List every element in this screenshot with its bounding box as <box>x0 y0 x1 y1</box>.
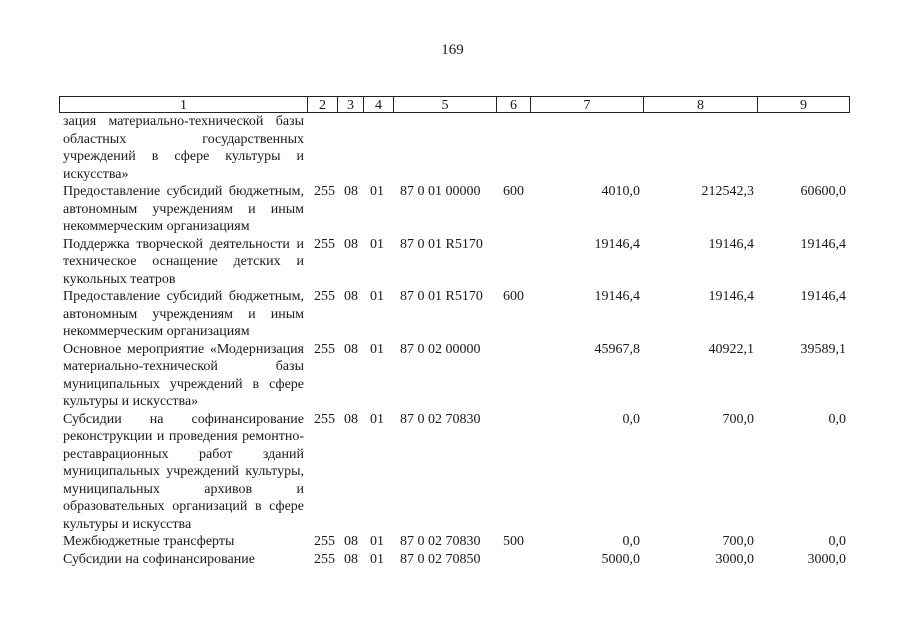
table-row <box>63 341 850 411</box>
table-body <box>63 113 850 568</box>
cell-col-9: 19146,4 <box>800 236 846 252</box>
cell-col-4: 01 <box>370 551 384 567</box>
cell-col-2: 255 <box>314 411 335 427</box>
header-col-2: 2 <box>308 96 338 113</box>
header-col-4: 4 <box>364 96 394 113</box>
cell-col-7: 19146,4 <box>594 236 640 252</box>
table-row <box>63 113 850 183</box>
cell-col-4: 01 <box>370 534 384 549</box>
cell-col-7: 0,0 <box>622 411 640 427</box>
cell-col-4: 01 <box>370 236 384 252</box>
cell-col-4: 01 <box>370 289 384 304</box>
cell-col-5: 87 0 01 R5170 <box>400 236 483 252</box>
row-description: Предоставление субсидий бюджетным, автономным учреждениям и иным некоммерческим организациям <box>63 289 304 339</box>
header-col-8: 8 <box>644 96 758 113</box>
cell-col-9 <box>758 113 850 183</box>
header-col-6: 6 <box>497 96 531 113</box>
cell-col-4: 01 <box>370 411 384 427</box>
header-col-1: 1 <box>59 96 308 113</box>
row-description: Основное мероприятие «Модернизация материально-технической базы муниципальных учреждений в сфере культуры и искусства» <box>63 341 304 409</box>
table-header <box>59 96 850 113</box>
table-row <box>63 288 850 341</box>
header-col-9: 9 <box>758 96 850 113</box>
cell-col-9: 19146,4 <box>800 289 846 304</box>
cell-col-7: 19146,4 <box>594 289 640 304</box>
cell-col-6: 500 <box>503 534 524 549</box>
cell-col-2: 255 <box>314 534 335 549</box>
cell-col-9: 0,0 <box>828 534 846 549</box>
cell-col-6: 600 <box>503 184 524 199</box>
cell-col-6 <box>497 411 531 534</box>
row-description: Межбюджетные трансферты <box>63 534 235 549</box>
cell-col-7: 0,0 <box>622 534 640 549</box>
cell-col-9: 0,0 <box>828 411 846 427</box>
table-row <box>63 411 850 534</box>
cell-col-8: 19146,4 <box>708 236 754 252</box>
page-number: 169 <box>441 42 464 58</box>
row-description: Предоставление субсидий бюджетным, автономным учреждениям и иным некоммерческим организациям <box>63 184 304 234</box>
cell-col-7: 5000,0 <box>601 551 640 567</box>
table-row <box>63 236 850 289</box>
cell-col-6 <box>497 551 531 569</box>
cell-col-2: 255 <box>314 341 335 357</box>
row-description: Субсидии на софинансирование <box>63 551 255 567</box>
cell-col-3: 08 <box>344 289 358 304</box>
cell-col-8 <box>644 113 758 183</box>
cell-col-3: 08 <box>344 411 358 427</box>
cell-col-6 <box>497 236 531 289</box>
cell-col-8: 700,0 <box>722 534 754 549</box>
cell-col-2 <box>308 113 338 183</box>
header-col-7: 7 <box>531 96 644 113</box>
cell-col-3: 08 <box>344 551 358 567</box>
table-row <box>63 533 850 551</box>
cell-col-4 <box>364 113 394 183</box>
cell-col-4: 01 <box>370 184 384 199</box>
cell-col-5: 87 0 02 00000 <box>400 341 481 357</box>
cell-col-8: 3000,0 <box>715 551 754 567</box>
cell-col-3 <box>338 113 364 183</box>
cell-col-3: 08 <box>344 341 358 357</box>
row-description: Поддержка творческой деятельности и техническое оснащение детских и кукольных театров <box>63 236 304 287</box>
cell-col-8: 19146,4 <box>708 289 754 304</box>
cell-col-9: 39589,1 <box>800 341 846 357</box>
header-col-5: 5 <box>394 96 497 113</box>
cell-col-5 <box>394 113 497 183</box>
cell-col-9: 60600,0 <box>800 184 846 199</box>
cell-col-8: 212542,3 <box>701 184 754 199</box>
cell-col-6 <box>497 113 531 183</box>
cell-col-5: 87 0 02 70830 <box>400 534 481 549</box>
cell-col-5: 87 0 01 00000 <box>400 184 481 199</box>
cell-col-4: 01 <box>370 341 384 357</box>
cell-col-7: 45967,8 <box>594 341 640 357</box>
cell-col-3: 08 <box>344 236 358 252</box>
cell-col-8: 700,0 <box>722 411 754 427</box>
cell-col-3: 08 <box>344 534 358 549</box>
cell-col-3: 08 <box>344 184 358 199</box>
cell-col-9: 3000,0 <box>807 551 846 567</box>
cell-col-5: 87 0 02 70850 <box>400 551 481 567</box>
cell-col-7: 4010,0 <box>601 184 640 199</box>
table-row <box>63 551 850 569</box>
cell-col-2: 255 <box>314 551 335 567</box>
cell-col-2: 255 <box>314 184 335 199</box>
cell-col-5: 87 0 01 R5170 <box>400 289 483 304</box>
cell-col-6: 600 <box>503 289 524 304</box>
table-row <box>63 183 850 236</box>
cell-col-6 <box>497 341 531 411</box>
row-description: зация материально-технической базы областных государственных учреждений в сфере культуры и искусства» <box>63 114 304 182</box>
cell-col-2: 255 <box>314 289 335 304</box>
row-description: Субсидии на софинансирование реконструкции и проведения ремонтно-реставрационных работ зданий муниципальных учреждений культуры, муниципальных архивов и образовательных организаций в сфере культуры и искусства <box>63 411 304 532</box>
cell-col-8: 40922,1 <box>708 341 754 357</box>
cell-col-2: 255 <box>314 236 335 252</box>
cell-col-7 <box>531 113 644 183</box>
header-col-3: 3 <box>338 96 364 113</box>
cell-col-5: 87 0 02 70830 <box>400 411 481 427</box>
